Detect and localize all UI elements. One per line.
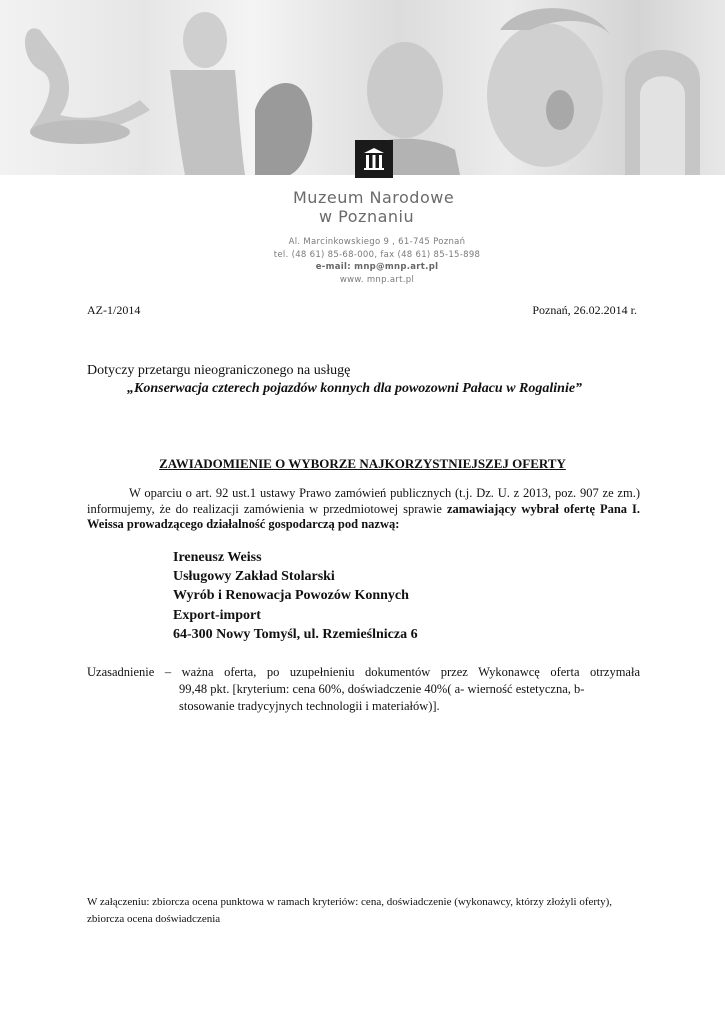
place-date: Poznań, 26.02.2014 r. [532, 303, 637, 317]
paragraph-bold-text: zamawiający wybrał ofertę Pana I. Weissa prowadzącego działalność gospodarczą pod nazwą: [87, 501, 641, 531]
museum-name-line2: w Poznaniu [319, 207, 415, 226]
contractor-trade: Export-import [173, 607, 261, 623]
contractor-business: Wyrób i Renowacja Powozów Konnych [173, 588, 409, 604]
subject-title: „Konserwacja czterech pojazdów konnych dla powozowni Pałacu w Rogalinie” [127, 381, 583, 396]
museum-logo [355, 140, 393, 178]
justification [87, 664, 640, 715]
justification-details: 99,48 pkt. [kryterium: cena 60%, doświadczenie 40%( a- wierność estetyczna, b- stosowanie tradycyjnych technologii i materiałów)]. [179, 682, 585, 713]
website: www. mnp.art.pl [339, 274, 415, 285]
document-heading: ZAWIADOMIENIE O WYBORZE NAJKORZYSTNIEJSZEJ OFERTY [159, 456, 566, 471]
decision-paragraph [87, 486, 640, 533]
address: Al. Marcinkowskiego 9 , 61-745 Poznań [288, 237, 466, 247]
contractor-company: Usługowy Zakład Stolarski [173, 569, 335, 585]
phone-fax: tel. (48 61) 85-68-000, fax (48 61) 85-15-898 [273, 249, 481, 260]
contact-block [262, 236, 492, 286]
contractor-name: Ireneusz Weiss [173, 550, 262, 565]
contractor-address: 64-300 Nowy Tomyśl, ul. Rzemieślnicza 6 [173, 626, 418, 642]
attachment-note: W załączeniu: zbiorcza ocena punktowa w ramach kryteriów: cena, doświadczenie (wykonawcy, którzy złożyli oferty), zbiorcza ocena doświadczenia [87, 896, 613, 925]
reference-number: AZ-1/2014 [87, 303, 141, 317]
email: e-mail: mnp@mnp.art.pl [315, 262, 439, 272]
justification-first-line: Uzasadnienie – ważna oferta, po uzupełnieniu dokumentów przez Wykonawcę oferta otrzymała [87, 665, 640, 679]
museum-logo-mark [355, 140, 393, 178]
paragraph-text: W oparciu o art. 92 ust.1 ustawy Prawo zamówień publicznych (t.j. Dz. U. z 2013, poz. 907 ze zm.) informujemy, że do realizacji zamówienia w przedmiotowej sprawie [87, 486, 640, 516]
paragraph-indent [87, 486, 129, 500]
museum-name [293, 188, 513, 226]
selected-contractor [173, 548, 418, 644]
museum-name-line1: Muzeum Narodowe [293, 188, 455, 207]
subject-line: Dotyczy przetargu nieograniczonego na usługę [87, 363, 351, 378]
